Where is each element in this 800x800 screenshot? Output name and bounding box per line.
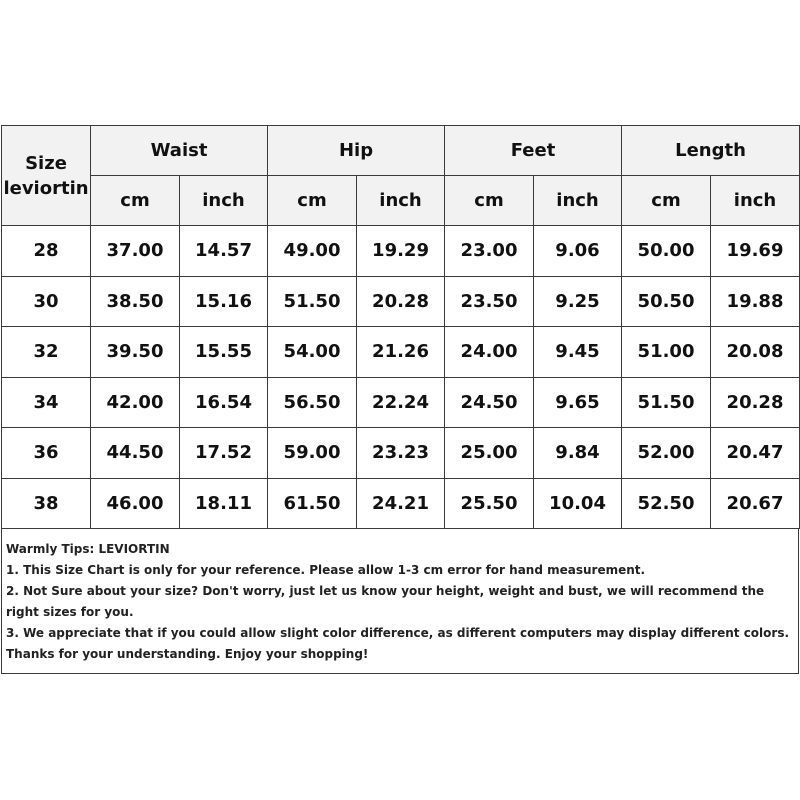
feet-cm-header: cm xyxy=(445,176,534,226)
size-cell: 36 xyxy=(2,428,91,479)
table-cell: 39.50 xyxy=(91,327,180,378)
table-cell: 9.45 xyxy=(534,327,622,378)
size-cell: 34 xyxy=(2,377,91,428)
table-cell: 52.50 xyxy=(622,478,711,529)
size-cell: 30 xyxy=(2,276,91,327)
table-cell: 51.00 xyxy=(622,327,711,378)
table-cell: 20.67 xyxy=(711,478,800,529)
table-cell: 59.00 xyxy=(268,428,357,479)
table-cell: 52.00 xyxy=(622,428,711,479)
length-cm-header: cm xyxy=(622,176,711,226)
tips-title: Warmly Tips: LEVIORTIN xyxy=(6,542,170,556)
header-group-row xyxy=(2,126,800,176)
table-row xyxy=(2,276,800,327)
table-cell: 15.16 xyxy=(180,276,268,327)
feet-inch-header: inch xyxy=(534,176,622,226)
table-cell: 61.50 xyxy=(268,478,357,529)
table-row xyxy=(2,428,800,479)
table-cell: 20.28 xyxy=(357,276,445,327)
waist-cm-header: cm xyxy=(91,176,180,226)
table-row xyxy=(2,478,800,529)
table-cell: 21.26 xyxy=(357,327,445,378)
length-inch-header: inch xyxy=(711,176,800,226)
size-header-line1: Size xyxy=(25,152,67,174)
table-cell: 25.50 xyxy=(445,478,534,529)
table-cell: 54.00 xyxy=(268,327,357,378)
table-row xyxy=(2,226,800,277)
size-cell: 28 xyxy=(2,226,91,277)
table-cell: 9.65 xyxy=(534,377,622,428)
table-cell: 24.00 xyxy=(445,327,534,378)
size-header-cell xyxy=(2,126,91,226)
table-cell: 9.84 xyxy=(534,428,622,479)
tip-2: 2. Not Sure about your size? Don't worry, just let us know your height, weight and bust, we will recommend the right sizes for you. xyxy=(6,584,765,619)
table-cell: 19.88 xyxy=(711,276,800,327)
table-cell: 14.57 xyxy=(180,226,268,277)
table-cell: 17.52 xyxy=(180,428,268,479)
table-cell: 23.00 xyxy=(445,226,534,277)
length-header: Length xyxy=(622,126,800,176)
table-cell: 46.00 xyxy=(91,478,180,529)
table-cell: 37.00 xyxy=(91,226,180,277)
hip-inch-header: inch xyxy=(357,176,445,226)
size-cell: 38 xyxy=(2,478,91,529)
waist-header: Waist xyxy=(91,126,268,176)
table-cell: 25.00 xyxy=(445,428,534,479)
tip-1: 1. This Size Chart is only for your reference. Please allow 1-3 cm error for hand measurement. xyxy=(6,563,646,577)
table-cell: 23.50 xyxy=(445,276,534,327)
size-chart-table xyxy=(1,125,800,529)
table-cell: 44.50 xyxy=(91,428,180,479)
table-cell: 9.06 xyxy=(534,226,622,277)
table-cell: 42.00 xyxy=(91,377,180,428)
table-cell: 9.25 xyxy=(534,276,622,327)
table-cell: 22.24 xyxy=(357,377,445,428)
table-cell: 23.23 xyxy=(357,428,445,479)
table-row xyxy=(2,327,800,378)
table-cell: 15.55 xyxy=(180,327,268,378)
table-cell: 20.28 xyxy=(711,377,800,428)
table-cell: 19.29 xyxy=(357,226,445,277)
tips-closing: Thanks for your understanding. Enjoy your shopping! xyxy=(6,647,369,661)
table-cell: 18.11 xyxy=(180,478,268,529)
waist-inch-header: inch xyxy=(180,176,268,226)
table-cell: 10.04 xyxy=(534,478,622,529)
table-cell: 50.50 xyxy=(622,276,711,327)
table-cell: 50.00 xyxy=(622,226,711,277)
table-cell: 20.08 xyxy=(711,327,800,378)
table-cell: 51.50 xyxy=(622,377,711,428)
hip-header: Hip xyxy=(268,126,445,176)
table-cell: 56.50 xyxy=(268,377,357,428)
table-row xyxy=(2,377,800,428)
size-chart-body xyxy=(2,226,800,529)
tip-3: 3. We appreciate that if you could allow slight color difference, as different computers may display different colors. xyxy=(6,626,790,640)
hip-cm-header: cm xyxy=(268,176,357,226)
size-cell: 32 xyxy=(2,327,91,378)
header-unit-row xyxy=(2,176,800,226)
table-cell: 49.00 xyxy=(268,226,357,277)
size-header-line2: leviortin xyxy=(3,177,89,199)
table-cell: 20.47 xyxy=(711,428,800,479)
table-cell: 24.50 xyxy=(445,377,534,428)
tips-section xyxy=(1,529,799,674)
table-cell: 16.54 xyxy=(180,377,268,428)
feet-header: Feet xyxy=(445,126,622,176)
table-cell: 19.69 xyxy=(711,226,800,277)
table-cell: 51.50 xyxy=(268,276,357,327)
table-cell: 38.50 xyxy=(91,276,180,327)
table-cell: 24.21 xyxy=(357,478,445,529)
